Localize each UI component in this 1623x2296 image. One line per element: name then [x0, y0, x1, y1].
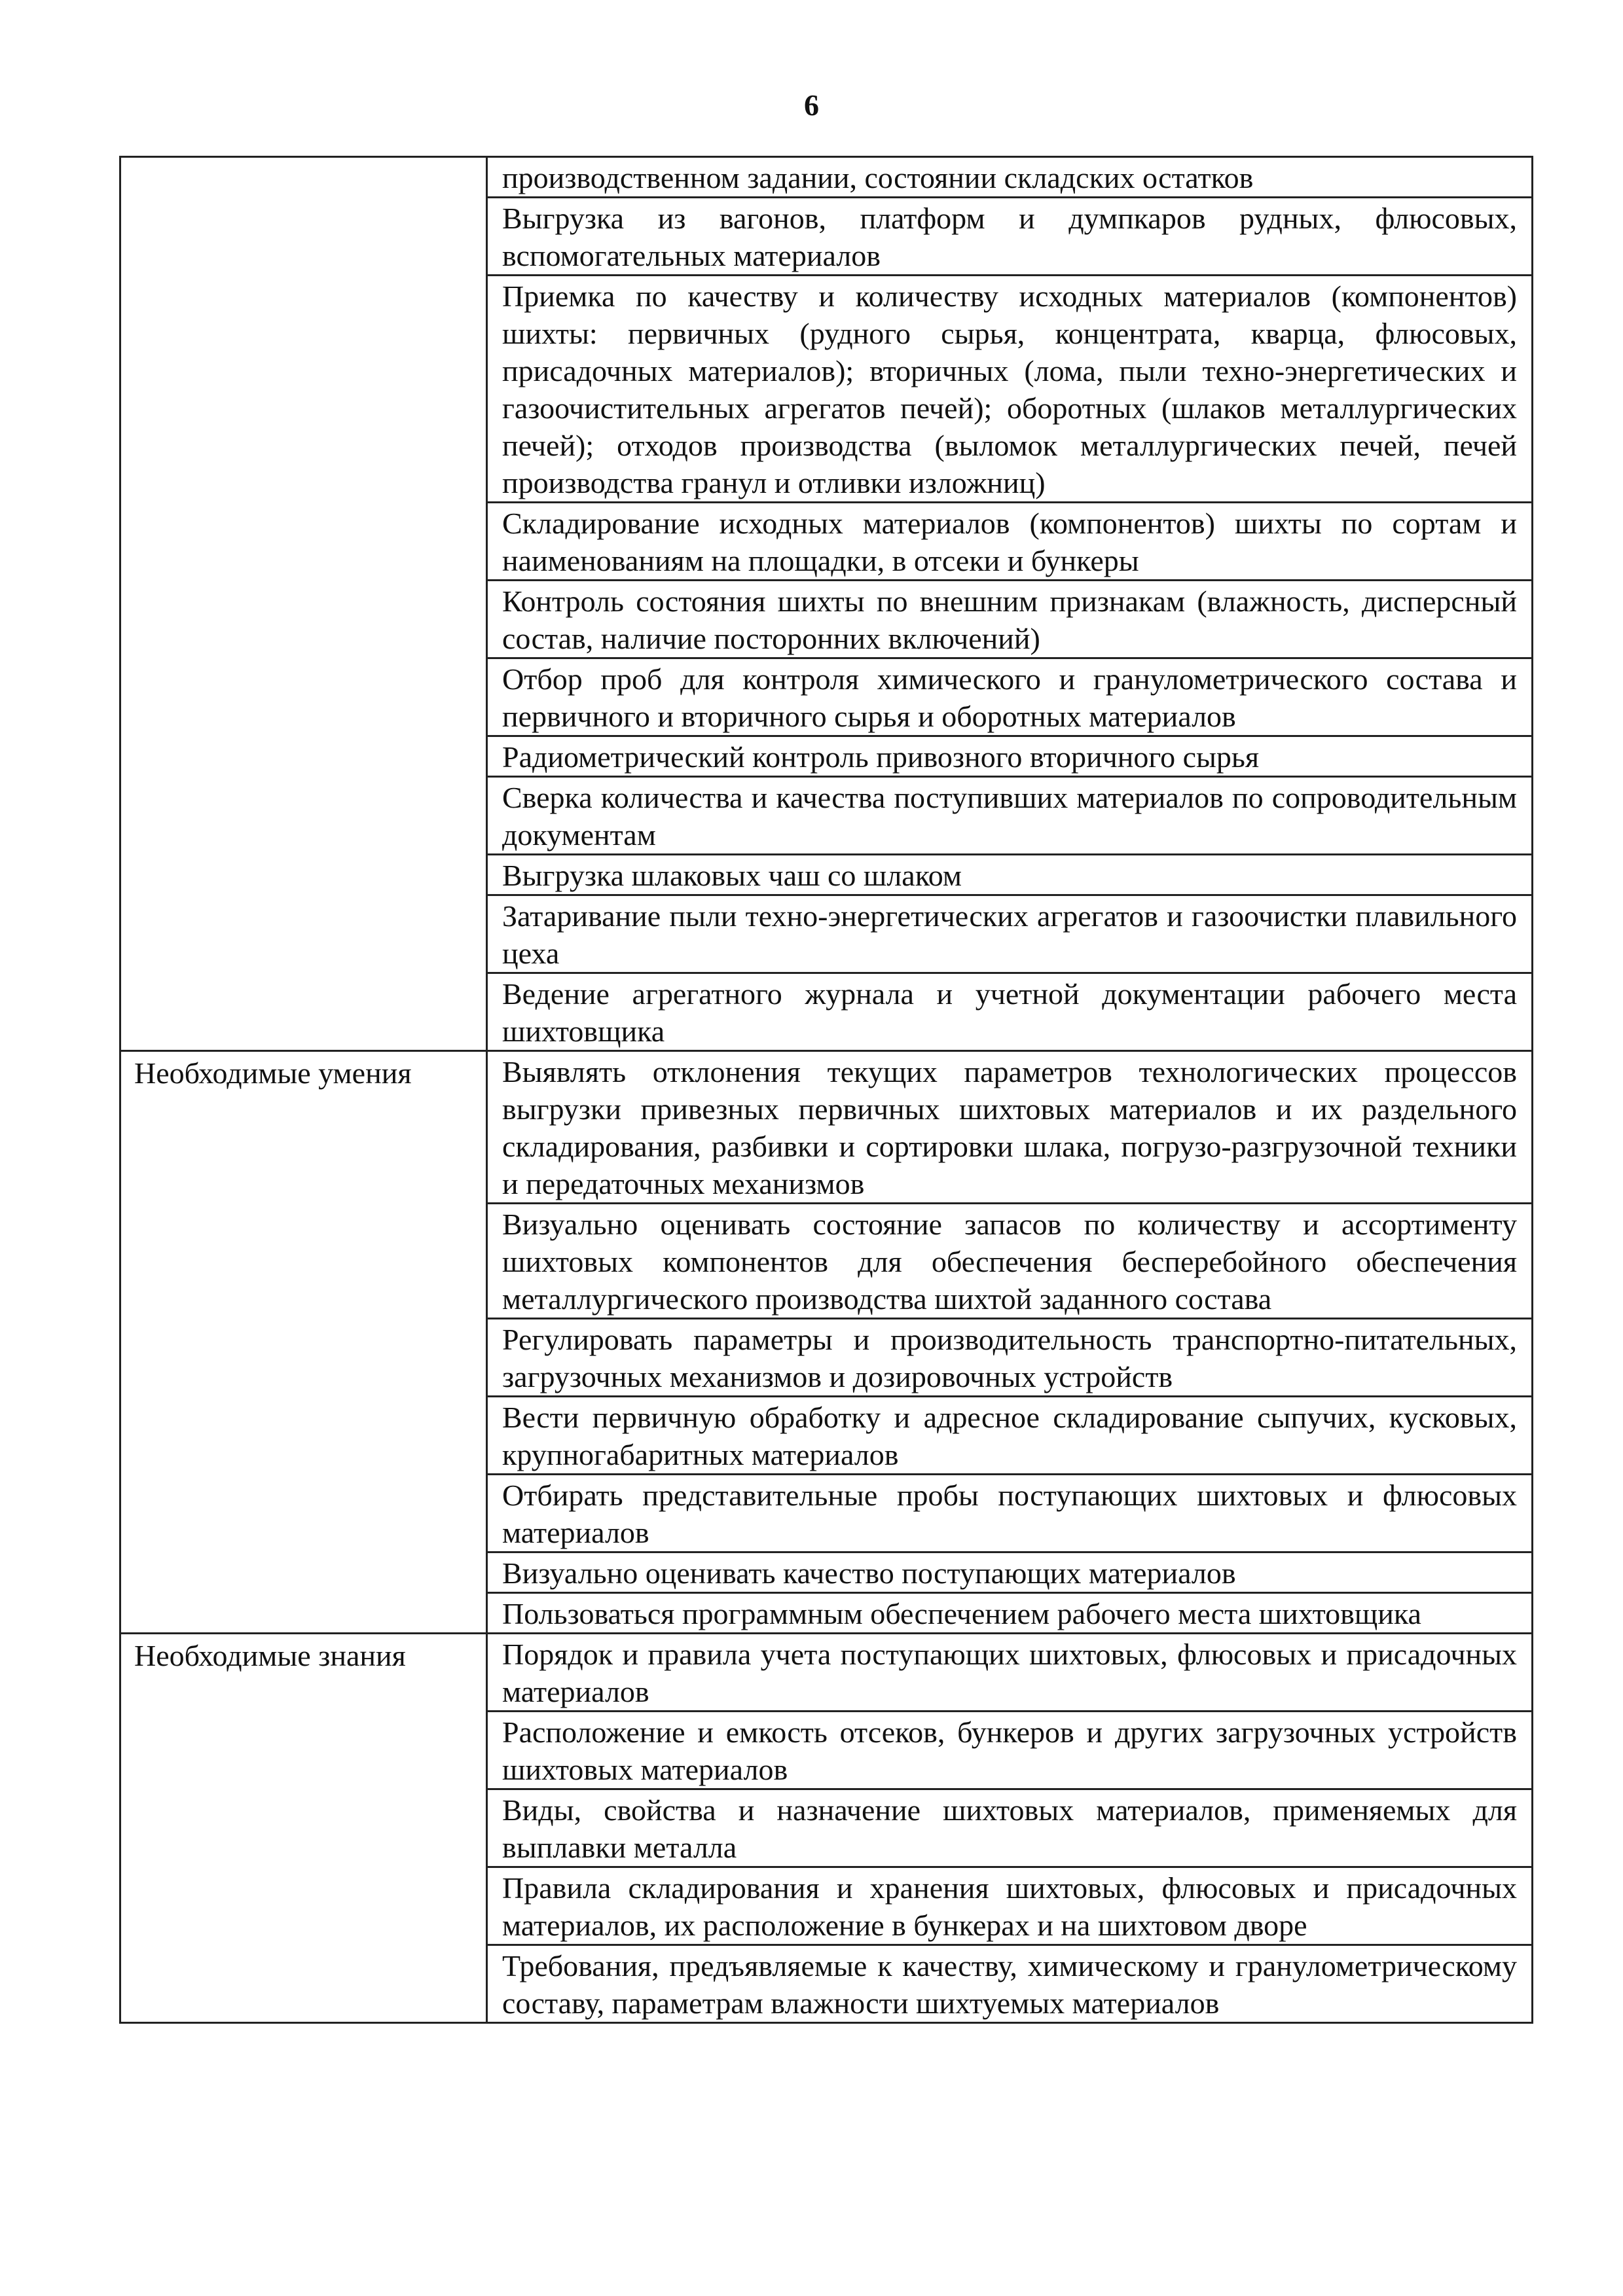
table-cell: Вести первичную обработку и адресное складирование сыпучих, кусковых, крупногабаритных материалов	[487, 1397, 1533, 1475]
table-cell: Выгрузка из вагонов, платформ и думпкаров рудных, флюсовых, вспомогательных материалов	[487, 198, 1533, 276]
table-cell: Отбирать представительные пробы поступающих шихтовых и флюсовых материалов	[487, 1475, 1533, 1552]
page-number: 6	[804, 88, 819, 122]
skills-label: Необходимые умения	[120, 1051, 487, 1634]
table-cell: Пользоваться программным обеспечением рабочего места шихтовщика	[487, 1593, 1533, 1634]
table-cell: Отбор проб для контроля химического и гранулометрического состава и первичного и вторичного сырья и оборотных материалов	[487, 658, 1533, 736]
table-cell: производственном задании, состоянии складских остатков	[487, 157, 1533, 198]
label-cell-labor-actions	[120, 157, 487, 1051]
table-cell: Складирование исходных материалов (компонентов) шихты по сортам и наименованиям на площадки, в отсеки и бункеры	[487, 503, 1533, 581]
table-cell: Требования, предъявляемые к качеству, химическому и гранулометрическому составу, параметрам влажности шихтуемых материалов	[487, 1945, 1533, 2023]
table-cell: Затаривание пыли техно-энергетических агрегатов и газоочистки плавильного цеха	[487, 895, 1533, 973]
table-row	[120, 157, 1533, 198]
table-cell: Правила складирования и хранения шихтовых, флюсовых и присадочных материалов, их расположение в бункерах и на шихтовом дворе	[487, 1867, 1533, 1945]
table-cell: Виды, свойства и назначение шихтовых материалов, применяемых для выплавки металла	[487, 1789, 1533, 1867]
table-cell: Выявлять отклонения текущих параметров технологических процессов выгрузки привезных первичных шихтовых материалов и их раздельного складирования, разбивки и сортировки шлака, погрузо-разгрузочной техники и передаточных механизмов	[487, 1051, 1533, 1204]
table-cell: Порядок и правила учета поступающих шихтовых, флюсовых и присадочных материалов	[487, 1634, 1533, 1712]
table-cell: Выгрузка шлаковых чаш со шлаком	[487, 855, 1533, 895]
qualification-table	[119, 156, 1533, 2024]
table-cell: Сверка количества и качества поступивших материалов по сопроводительным документам	[487, 777, 1533, 855]
table-cell: Радиометрический контроль привозного вторичного сырья	[487, 736, 1533, 777]
table-cell: Контроль состояния шихты по внешним признакам (влажность, дисперсный состав, наличие посторонних включений)	[487, 581, 1533, 658]
table-cell: Ведение агрегатного журнала и учетной документации рабочего места шихтовщика	[487, 973, 1533, 1051]
table-cell: Регулировать параметры и производительность транспортно-питательных, загрузочных механизмов и дозировочных устройств	[487, 1319, 1533, 1397]
table-row	[120, 1634, 1533, 1712]
knowledge-label: Необходимые знания	[120, 1634, 487, 2023]
table-row	[120, 1051, 1533, 1204]
table-cell: Приемка по качеству и количеству исходных материалов (компонентов) шихты: первичных (рудного сырья, концентрата, кварца, флюсовых, присадочных материалов); вторичных (лома, пыли техно-энергетических и газоочистительных агрегатов печей); оборотных (шлаков металлургических печей); отходов производства (выломок металлургических печей, печей производства гранул и отливки изложниц)	[487, 276, 1533, 503]
table-cell: Расположение и емкость отсеков, бункеров и других загрузочных устройств шихтовых материалов	[487, 1712, 1533, 1789]
table-cell: Визуально оценивать состояние запасов по количеству и ассортименту шихтовых компонентов для обеспечения бесперебойного обеспечения металлургического производства шихтой заданного состава	[487, 1204, 1533, 1319]
table-cell: Визуально оценивать качество поступающих материалов	[487, 1552, 1533, 1593]
